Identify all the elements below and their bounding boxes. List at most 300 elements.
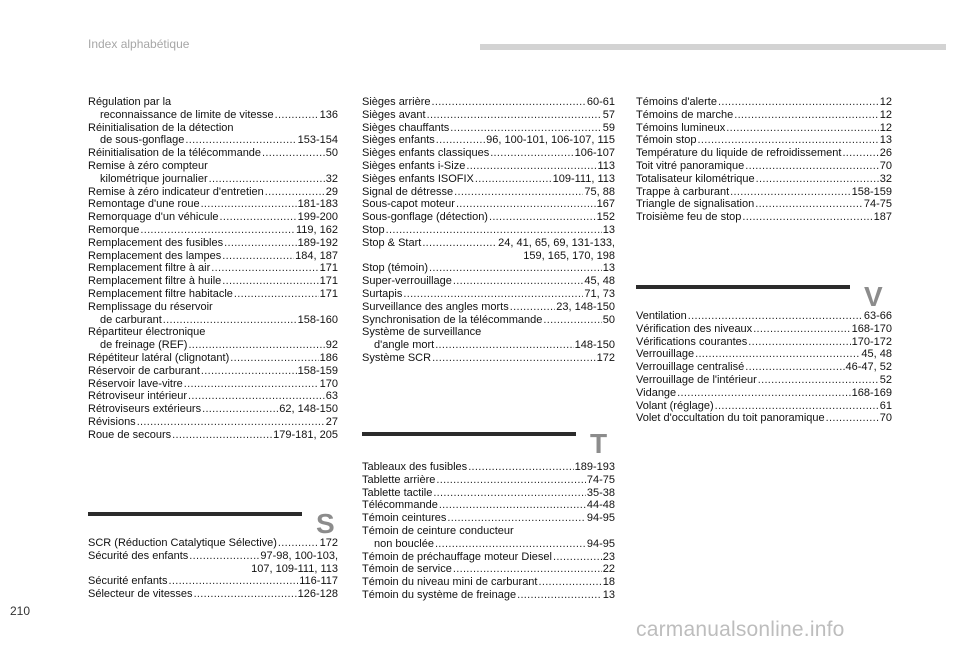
index-entry [88,160,338,173]
index-entry [88,314,338,327]
index-entry [88,429,338,442]
index-entry-term: Trappe à carburant [636,185,730,198]
index-entry-term: Sous-gonflage (détection) [362,211,488,224]
index-entry [88,339,338,352]
index-entry [636,96,892,109]
dot-leader [756,173,879,186]
index-entry-pages: 13 [879,134,892,147]
index-entry [88,537,338,550]
index-entry-pages: 52 [879,373,892,386]
index-entry-term: Stop [362,223,385,236]
index-entry-term: Témoin du système de freinage [362,588,517,601]
dot-leader [275,109,319,122]
dot-leader [422,237,497,250]
index-entry-pages: 158-159 [851,185,892,198]
index-entry [362,237,615,250]
index-entry [362,109,615,122]
index-column-1 [88,96,338,442]
section-divider-bar [636,285,850,289]
index-entry [362,224,615,237]
index-entry [636,323,892,336]
index-entry-term: Sécurité enfants [88,575,168,588]
section-t-entries [362,461,615,602]
index-entry-term: Remplacement filtre habitacle [88,287,233,300]
index-entry-term: Remise à zéro indicateur d'entretien [88,185,264,198]
index-entry-pages: 109-111, 113 [552,172,615,185]
index-entry-pages: 29 [325,185,338,198]
dot-leader [436,134,485,147]
index-entry [362,352,615,365]
dot-leader [726,122,878,135]
index-entry-pages: 159, 165, 170, 198 [523,249,615,262]
dot-leader [450,122,602,135]
dot-leader [386,224,602,237]
index-entry [362,474,615,487]
index-entry [362,198,615,211]
index-entry [88,288,338,301]
dot-leader [222,275,318,288]
index-entry [88,563,338,576]
index-entry-pages: 44-48 [586,499,615,512]
index-entry-term: Témoin stop [636,134,697,147]
index-entry-pages: 92 [325,339,338,352]
dot-leader [454,186,583,199]
dot-leader [517,589,602,602]
index-entry-pages: 50 [602,313,615,326]
index-entry-pages: 32 [325,172,338,185]
index-entry [362,576,615,589]
index-entry-term: Température du liquide de refroidissement [636,147,842,160]
index-entry-pages: 158-159 [297,364,338,377]
dot-leader [278,537,319,550]
index-entry-term: Verrouillage de l'intérieur [636,373,757,386]
dot-leader [538,576,601,589]
section-v-entries [636,310,892,425]
index-entry [88,416,338,429]
index-entry-term: Remplacement filtre à huile [88,275,222,288]
index-entry-pages: 189-193 [574,461,615,473]
index-entry-term: Stop (témoin) [362,262,429,275]
dot-leader [220,211,297,224]
index-entry-pages: 61 [879,399,892,412]
index-entry-pages: 94-95 [586,537,615,550]
index-entry [362,96,615,109]
dot-leader [427,109,602,122]
index-entry-term: reconnaissance de limite de vitesse [100,108,274,121]
index-entry-term: Volant (réglage) [636,399,714,412]
index-entry-term: Stop & Start [362,236,422,249]
index-entry [88,378,338,391]
dot-leader [748,336,850,349]
dot-leader [137,416,325,429]
index-entry [362,314,615,327]
index-entry-pages: 63 [325,390,338,403]
index-entry-pages: 18 [602,576,615,589]
index-entry [88,365,338,378]
index-entry-term: Réservoir de carburant [88,364,200,377]
index-entry [362,551,615,564]
index-entry-term: Troisième feu de stop [636,211,742,224]
index-entry [88,275,338,288]
index-entry-term: Sièges enfants [362,134,435,147]
index-entry-pages: 23, 148-150 [556,300,615,313]
index-entry-term: Télécommande [362,499,438,512]
index-entry [362,563,615,576]
index-entry [362,250,615,263]
index-entry [362,262,615,275]
dot-leader [447,512,585,525]
dot-leader [553,551,602,564]
index-column-2 [362,96,615,365]
section-letter: S [316,508,335,539]
index-entry-term: Verrouillage centralisé [636,361,745,374]
dot-leader [163,314,297,327]
dot-leader [201,365,297,378]
dot-leader [140,224,295,237]
index-entry-pages: 74-75 [863,198,892,211]
header-divider-bar [480,44,946,50]
dot-leader [265,186,325,199]
index-entry [636,147,892,160]
index-entry-term: Témoin de service [362,563,452,576]
dot-leader [188,339,324,352]
index-entry-term: Toit vitré panoramique [636,159,745,172]
index-entry-pages: 13 [602,223,615,236]
index-entry [636,173,892,186]
index-entry-term: Sécurité des enfants [88,549,189,562]
index-entry-term: Triangle de signalisation [636,198,755,211]
index-entry-term: Témoin ceintures [362,512,447,525]
dot-leader [543,314,601,327]
index-entry-term: SCR (Réduction Catalytique Sélective) [88,537,277,549]
index-entry-term: Témoin de préchauffage moteur Diesel [362,550,552,563]
index-entry-term: Vérifications courantes [636,335,748,348]
index-entry [88,390,338,403]
index-entry-pages: 172 [319,537,338,549]
index-entry-pages: 45, 48 [861,348,892,361]
index-entry [88,352,338,365]
index-entry-term: Rétroviseurs extérieurs [88,403,202,416]
section-divider-bar [88,512,302,516]
dot-leader [677,387,850,400]
index-entry [88,237,338,250]
index-entry-pages: 152 [596,211,615,224]
dot-leader [201,198,297,211]
index-entry-term: Sièges arrière [362,96,431,108]
section-divider-bar [362,432,576,436]
dot-leader [753,323,850,336]
index-entry [88,96,338,109]
index-entry-term: Remontage d'une roue [88,198,200,211]
dot-leader [490,147,573,160]
index-entry-pages: 186 [319,351,338,364]
index-entry [88,588,338,601]
index-entry [362,487,615,500]
index-entry-pages: 153-154 [297,134,338,147]
index-entry-pages: 171 [319,262,338,275]
index-entry [362,326,615,339]
dot-leader [224,237,297,250]
dot-leader [230,352,318,365]
index-entry-term: Volet d'occultation du toit panoramique [636,412,825,425]
index-entry [636,400,892,413]
dot-leader [169,575,299,588]
index-entry [88,173,338,186]
index-entry-pages: 13 [602,262,615,275]
index-entry-pages: 12 [879,121,892,134]
index-entry-term: Tablette tactile [362,486,433,499]
dot-leader [734,109,879,122]
index-entry-pages: 167 [596,198,615,211]
index-entry-term: Système de surveillance [362,326,482,339]
index-entry-term: Surveillance des angles morts [362,300,509,313]
index-entry-term: Remise à zéro compteur [88,159,208,172]
index-entry-term: Roue de secours [88,428,172,441]
page-number: 210 [10,604,31,618]
dot-leader [745,361,844,374]
index-entry-pages: 119, 162 [295,223,338,236]
index-entry-term: Totalisateur kilométrique [636,172,755,185]
index-entry-pages: 170 [319,377,338,390]
index-entry-pages: 136 [319,108,338,121]
index-entry-pages: 97-98, 100-103, [260,549,338,562]
index-entry-term: non bouclée [374,537,434,550]
index-entry-pages: 27 [325,415,338,428]
index-entry-term: Remplissage du réservoir [88,300,213,313]
dot-leader [688,310,863,323]
index-entry-term: Super-verrouillage [362,275,452,288]
index-entry-term: Tableaux des fusibles [362,461,468,473]
dot-leader [172,429,272,442]
index-entry [362,288,615,301]
index-entry-pages: 60-61 [586,96,615,108]
index-entry-term: Témoin de ceinture conducteur [362,524,514,537]
dot-leader [475,173,552,186]
dot-leader [439,499,586,512]
index-column-3 [636,96,892,224]
index-entry-term: Témoins de marche [636,108,734,121]
index-entry-pages: 24, 41, 65, 69, 131-133, [498,236,615,249]
index-entry-term: Vérification des niveaux [636,322,753,335]
index-entry-pages: 181-183 [297,198,338,211]
dot-leader [453,563,602,576]
index-entry-pages: 158-160 [297,313,338,326]
index-entry-pages: 75, 88 [584,185,615,198]
index-entry [362,538,615,551]
dot-leader [432,352,596,365]
index-entry-pages: 12 [879,108,892,121]
index-entry-term: Remplacement filtre à air [88,262,211,275]
dot-leader [188,390,325,403]
index-entry-pages: 70 [879,412,892,425]
index-entry-term: Sous-capot moteur [362,198,455,211]
dot-leader [489,211,596,224]
index-entry [362,160,615,173]
index-entry [636,186,892,199]
index-entry-term: Signal de détresse [362,185,454,198]
index-entry-pages: 96, 100-101, 106-107, 115 [486,134,615,147]
index-entry-term: Sièges enfants ISOFIX [362,172,474,185]
index-entry-pages: 71, 73 [584,287,615,300]
dot-leader [435,339,573,352]
index-entry-pages: 13 [602,588,615,601]
index-entry-pages: 74-75 [586,473,615,486]
index-entry-pages: 63-66 [863,310,892,322]
index-entry [88,109,338,122]
index-entry [636,160,892,173]
dot-leader [695,348,860,361]
index-entry-pages: 171 [319,287,338,300]
index-entry [362,173,615,186]
index-entry [362,499,615,512]
index-entry-pages: 32 [879,172,892,185]
index-entry [362,589,615,602]
index-entry-pages: 50 [325,147,338,160]
dot-leader [431,96,585,109]
index-entry-pages: 184, 187 [295,249,338,262]
index-entry-pages: 170-172 [851,335,892,348]
section-letter: V [864,281,883,312]
index-entry-pages: 106-107 [574,147,615,160]
dot-leader [234,288,319,301]
dot-leader [715,400,879,413]
index-entry [636,412,892,425]
index-entry [88,147,338,160]
index-entry-term: Régulation par la [88,96,172,108]
dot-leader [468,461,573,474]
index-entry-pages: 22 [602,563,615,576]
index-entry-pages: 59 [602,121,615,134]
index-entry-term: Répartiteur électronique [88,326,206,339]
index-entry [362,461,615,474]
dot-leader [185,134,296,147]
dot-leader [194,588,297,601]
index-entry-pages: 199-200 [297,211,338,224]
index-entry [88,224,338,237]
index-entry [88,262,338,275]
dot-leader [510,301,556,314]
index-entry-term: d'angle mort [374,339,435,352]
index-entry-pages: 113 [597,159,615,172]
section-letter: T [590,428,608,459]
dot-leader [718,96,879,109]
index-entry-term: Sièges chauffants [362,121,450,134]
index-entry-pages: 94-95 [586,512,615,525]
dot-leader [842,147,878,160]
index-entry [88,550,338,563]
dot-leader [755,198,863,211]
index-entry-term: Remplacement des fusibles [88,236,224,249]
dot-leader [222,250,294,263]
index-entry-term: Système SCR [362,351,432,364]
dot-leader [758,374,879,387]
index-entry [636,134,892,147]
index-entry [362,275,615,288]
dot-leader [698,134,879,147]
page-header-title: Index alphabétique [88,37,190,51]
index-entry-term: Réinitialisation de la télécommande [88,147,262,160]
index-entry [636,109,892,122]
dot-leader [466,160,596,173]
index-entry [636,387,892,400]
index-entry-term: de carburant [100,313,162,326]
index-entry-pages: 171 [319,275,338,288]
index-entry-term: Réservoir lave-vitre [88,377,183,390]
index-entry [636,361,892,374]
index-entry [88,134,338,147]
index-entry [362,122,615,135]
index-entry-pages: 45, 48 [584,275,615,288]
index-entry [88,403,338,416]
index-entry [88,326,338,339]
index-entry [88,211,338,224]
index-entry [636,310,892,323]
dot-leader [436,474,585,487]
dot-leader [211,262,318,275]
index-entry-term: Surtapis [362,287,403,300]
index-entry-pages: 179-181, 205 [273,428,338,441]
index-entry-pages: 26 [879,147,892,160]
dot-leader [456,198,596,211]
index-entry-term: Verrouillage [636,348,695,361]
index-entry-term: de freinage (REF) [100,339,188,352]
index-entry [362,186,615,199]
index-entry-pages: 57 [602,108,615,121]
dot-leader [453,275,584,288]
index-entry-pages: 187 [873,211,892,224]
index-entry-term: Ventilation [636,310,687,322]
index-entry-pages: 168-169 [851,386,892,399]
index-entry-pages: 126-128 [297,588,338,601]
index-entry-pages: 168-170 [851,322,892,335]
index-entry [362,525,615,538]
index-entry-pages: 116-117 [299,575,338,588]
index-entry-term: Synchronisation de la télécommande [362,313,543,326]
index-entry-term: Tablette arrière [362,473,436,486]
index-entry-term: Témoin du niveau mini de carburant [362,576,538,589]
index-entry-term: de sous-gonflage [100,134,185,147]
index-entry-pages: 62, 148-150 [279,403,338,416]
index-entry-pages: 172 [596,351,615,364]
index-entry [636,336,892,349]
index-entry-pages: 148-150 [574,339,615,352]
dot-leader [184,378,319,391]
index-entry-term: Témoins d'alerte [636,96,717,108]
index-entry-term: Réinitialisation de la détection [88,121,234,134]
dot-leader [745,160,879,173]
dot-leader [209,173,325,186]
index-entry-term: Remplacement des lampes [88,249,222,262]
dot-leader [730,186,850,199]
dot-leader [433,487,586,500]
index-entry-term: kilométrique journalier [100,172,208,185]
dot-leader [403,288,583,301]
index-entry-pages: 107, 109-111, 113 [251,562,338,575]
index-entry [362,512,615,525]
index-entry [88,301,338,314]
index-entry-term: Sièges avant [362,108,426,121]
section-s-entries [88,537,338,601]
dot-leader [189,550,259,563]
watermark-text: carmanualsonline.info [636,618,845,641]
index-entry [636,211,892,224]
index-entry [88,575,338,588]
index-entry [636,198,892,211]
index-entry-term: Répétiteur latéral (clignotant) [88,351,230,364]
index-entry-term: Révisions [88,415,136,428]
index-entry-pages: 23 [602,550,615,563]
index-entry-term: Sièges enfants classiques [362,147,490,160]
